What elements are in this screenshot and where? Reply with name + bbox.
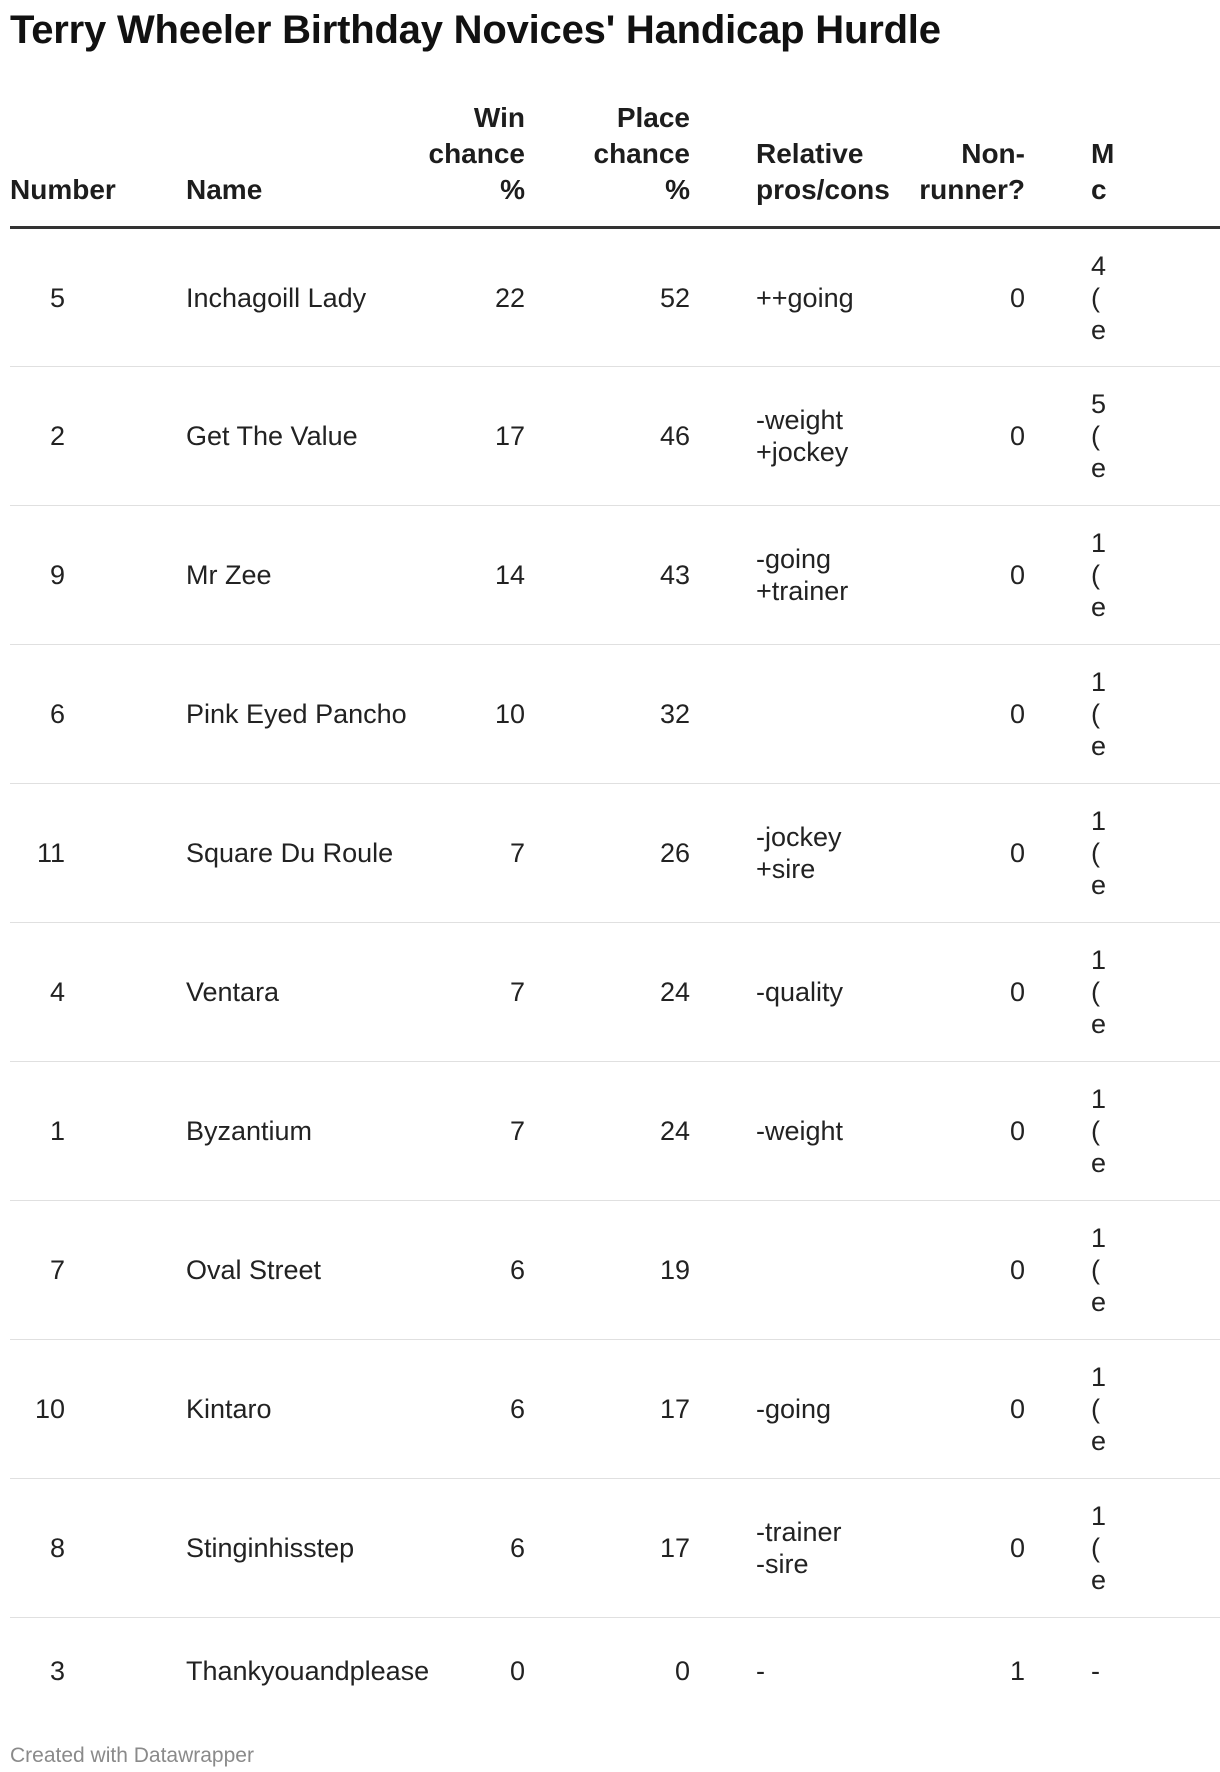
table-row (10, 1340, 1220, 1479)
cell-non-runner: 0 (870, 1479, 1025, 1618)
cell-market (1025, 923, 1220, 1062)
cell-horse-name: Stinginhisstep (130, 1479, 370, 1618)
column-header-non-runner[interactable] (870, 100, 1025, 228)
pros-cons-line: -going (756, 1394, 832, 1424)
cell-market (1025, 1479, 1220, 1618)
cell-horse-name: Oval Street (130, 1201, 370, 1340)
header-line: chance (428, 138, 525, 169)
market-line: ( (1091, 838, 1100, 868)
pros-cons-line: -weight (756, 1116, 844, 1146)
cell-market (1025, 645, 1220, 784)
cell-place-chance: 46 (525, 367, 690, 506)
pros-cons-line: +jockey (756, 437, 849, 467)
header-line: % (665, 174, 690, 205)
cell-relative-pros-cons (690, 1062, 870, 1201)
cell-number: 10 (10, 1340, 130, 1479)
cell-place-chance: 17 (525, 1479, 690, 1618)
cell-market (1025, 1618, 1220, 1711)
market-line: e (1091, 1426, 1107, 1456)
pros-cons-line: -jockey (756, 822, 842, 852)
market-line: ( (1091, 1116, 1100, 1146)
pros-cons-line: -trainer (756, 1517, 842, 1547)
cell-relative-pros-cons (690, 228, 870, 367)
market-line: 4 (1091, 250, 1107, 281)
cell-place-chance: 32 (525, 645, 690, 784)
cell-non-runner: 0 (870, 645, 1025, 784)
cell-relative-pros-cons (690, 506, 870, 645)
column-header-relative-pros-cons[interactable] (690, 100, 890, 228)
cell-horse-name: Pink Eyed Pancho (130, 645, 370, 784)
cell-number: 7 (10, 1201, 130, 1340)
header-line: c (1091, 174, 1107, 205)
market-line: 1 (1091, 945, 1107, 975)
cell-win-chance: 6 (370, 1479, 525, 1618)
table-header (10, 100, 1220, 228)
pros-cons-line: - (756, 1655, 765, 1686)
cell-market (1025, 367, 1220, 506)
market-line: ( (1091, 282, 1100, 313)
pros-cons-line: +trainer (756, 576, 849, 606)
cell-number: 2 (10, 367, 130, 506)
cell-number: 5 (10, 228, 130, 367)
cell-non-runner: 0 (870, 1201, 1025, 1340)
table-row (10, 923, 1220, 1062)
cell-horse-name: Get The Value (130, 367, 370, 506)
header-line: M (1091, 138, 1115, 169)
cell-number: 3 (49, 1655, 65, 1686)
cell-market (1025, 506, 1220, 645)
pros-cons-line: -going (756, 544, 832, 574)
header-line: runner? (919, 174, 1025, 205)
market-line: 1 (1091, 1084, 1107, 1114)
header-line: chance (593, 138, 690, 169)
cell-non-runner: 0 (870, 1062, 1025, 1201)
cell-relative-pros-cons (690, 784, 870, 923)
market-line: 1 (1091, 806, 1107, 836)
cell-market (1025, 228, 1220, 367)
market-line: ( (1091, 1394, 1100, 1424)
market-line: e (1091, 592, 1107, 622)
market-line: ( (1091, 560, 1100, 590)
pros-cons-line: -quality (756, 977, 844, 1007)
cell-place-chance: 0 (674, 1655, 690, 1686)
market-line: e (1091, 1287, 1107, 1317)
cell-number: 11 (10, 784, 130, 923)
market-line: e (1091, 1148, 1107, 1178)
cell-horse-name: Ventara (130, 923, 370, 1062)
cell-win-chance: 10 (370, 645, 525, 784)
market-line: 1 (1091, 1501, 1107, 1531)
table-row (10, 1618, 1220, 1711)
header-line: % (500, 174, 525, 205)
market-line: e (1091, 453, 1107, 483)
table-row (10, 1062, 1220, 1201)
odds-table (10, 100, 1220, 1710)
header-line: Place (616, 102, 690, 133)
market-line: 1 (1091, 528, 1107, 558)
cell-win-chance: 17 (370, 367, 525, 506)
market-line: e (1091, 870, 1107, 900)
cell-relative-pros-cons (690, 645, 870, 784)
cell-win-chance: 22 (370, 228, 525, 367)
cell-relative-pros-cons (690, 923, 870, 1062)
table-row (10, 228, 1220, 367)
cell-win-chance: 7 (370, 1062, 525, 1201)
header-row (10, 100, 1220, 228)
market-line: ( (1091, 1255, 1100, 1285)
cell-place-chance: 52 (525, 228, 690, 367)
market-line: e (1091, 731, 1107, 761)
cell-number: 9 (10, 506, 130, 645)
header-line: Relative (756, 138, 864, 169)
cell-relative-pros-cons (690, 1340, 870, 1479)
cell-relative-pros-cons (690, 1618, 870, 1711)
cell-horse-name: Mr Zee (130, 506, 370, 645)
cell-non-runner: 0 (870, 923, 1025, 1062)
cell-market (1025, 1201, 1220, 1340)
datawrapper-credit[interactable]: Created with Datawrapper (10, 1744, 254, 1767)
cell-horse-name: Square Du Roule (130, 784, 370, 923)
table-row (10, 645, 1220, 784)
table-title: Terry Wheeler Birthday Novices' Handicap Hurdle (10, 8, 941, 52)
cell-horse-name: Kintaro (130, 1340, 370, 1479)
cell-place-chance: 26 (525, 784, 690, 923)
market-line: ( (1091, 1533, 1100, 1563)
cell-market (1025, 784, 1220, 923)
pros-cons-line: -sire (756, 1549, 809, 1579)
market-line: - (1091, 1655, 1100, 1686)
market-line: 5 (1091, 389, 1107, 419)
column-header-market[interactable] (1025, 100, 1220, 228)
cell-win-chance: 6 (370, 1340, 525, 1479)
table-row (10, 1479, 1220, 1618)
table-viewport (10, 100, 1220, 1710)
market-line: ( (1091, 421, 1100, 451)
cell-place-chance: 24 (525, 923, 690, 1062)
column-header-number[interactable]: Number (10, 100, 130, 228)
market-line: ( (1091, 699, 1100, 729)
market-line: 1 (1091, 667, 1107, 697)
market-line: 1 (1091, 1362, 1107, 1392)
market-line: e (1091, 1009, 1107, 1039)
pros-cons-line: -weight (756, 405, 844, 435)
cell-place-chance: 43 (525, 506, 690, 645)
pros-cons-line: +sire (756, 854, 816, 884)
column-header-place-chance[interactable] (525, 100, 690, 228)
cell-win-chance: 7 (370, 784, 525, 923)
market-line: e (1091, 1565, 1107, 1595)
column-header-name[interactable]: Name (130, 100, 370, 228)
cell-relative-pros-cons (690, 1201, 870, 1340)
cell-number: 4 (10, 923, 130, 1062)
cell-horse-name: Thankyouandplease (186, 1655, 430, 1686)
cell-relative-pros-cons (690, 367, 870, 506)
cell-win-chance: 7 (370, 923, 525, 1062)
cell-place-chance: 19 (525, 1201, 690, 1340)
cell-non-runner: 1 (1009, 1655, 1025, 1686)
cell-non-runner: 0 (870, 784, 1025, 923)
cell-horse-name: Byzantium (130, 1062, 370, 1201)
cell-place-chance: 17 (525, 1340, 690, 1479)
table-row (10, 506, 1220, 645)
market-line: 1 (1091, 1223, 1107, 1253)
cell-non-runner: 0 (870, 228, 1025, 367)
header-line: Win (473, 102, 525, 133)
cell-win-chance: 0 (509, 1655, 525, 1686)
table-row (10, 1201, 1220, 1340)
pros-cons-line: ++going (756, 282, 854, 313)
table-row (10, 784, 1220, 923)
cell-non-runner: 0 (870, 367, 1025, 506)
cell-non-runner: 0 (870, 1340, 1025, 1479)
cell-number: 8 (10, 1479, 130, 1618)
cell-win-chance: 6 (370, 1201, 525, 1340)
header-line: Non- (961, 138, 1025, 169)
cell-market (1025, 1340, 1220, 1479)
cell-horse-name: Inchagoill Lady (130, 228, 370, 367)
table-row (10, 367, 1220, 506)
cell-non-runner: 0 (870, 506, 1025, 645)
cell-number: 6 (10, 645, 130, 784)
header-line: pros/cons (756, 174, 890, 205)
cell-relative-pros-cons (690, 1479, 870, 1618)
market-line: e (1091, 314, 1107, 345)
cell-win-chance: 14 (370, 506, 525, 645)
column-header-win-chance[interactable] (370, 100, 525, 228)
cell-market (1025, 1062, 1220, 1201)
table-body (10, 228, 1220, 1711)
cell-number: 1 (10, 1062, 130, 1201)
market-line: ( (1091, 977, 1100, 1007)
cell-place-chance: 24 (525, 1062, 690, 1201)
